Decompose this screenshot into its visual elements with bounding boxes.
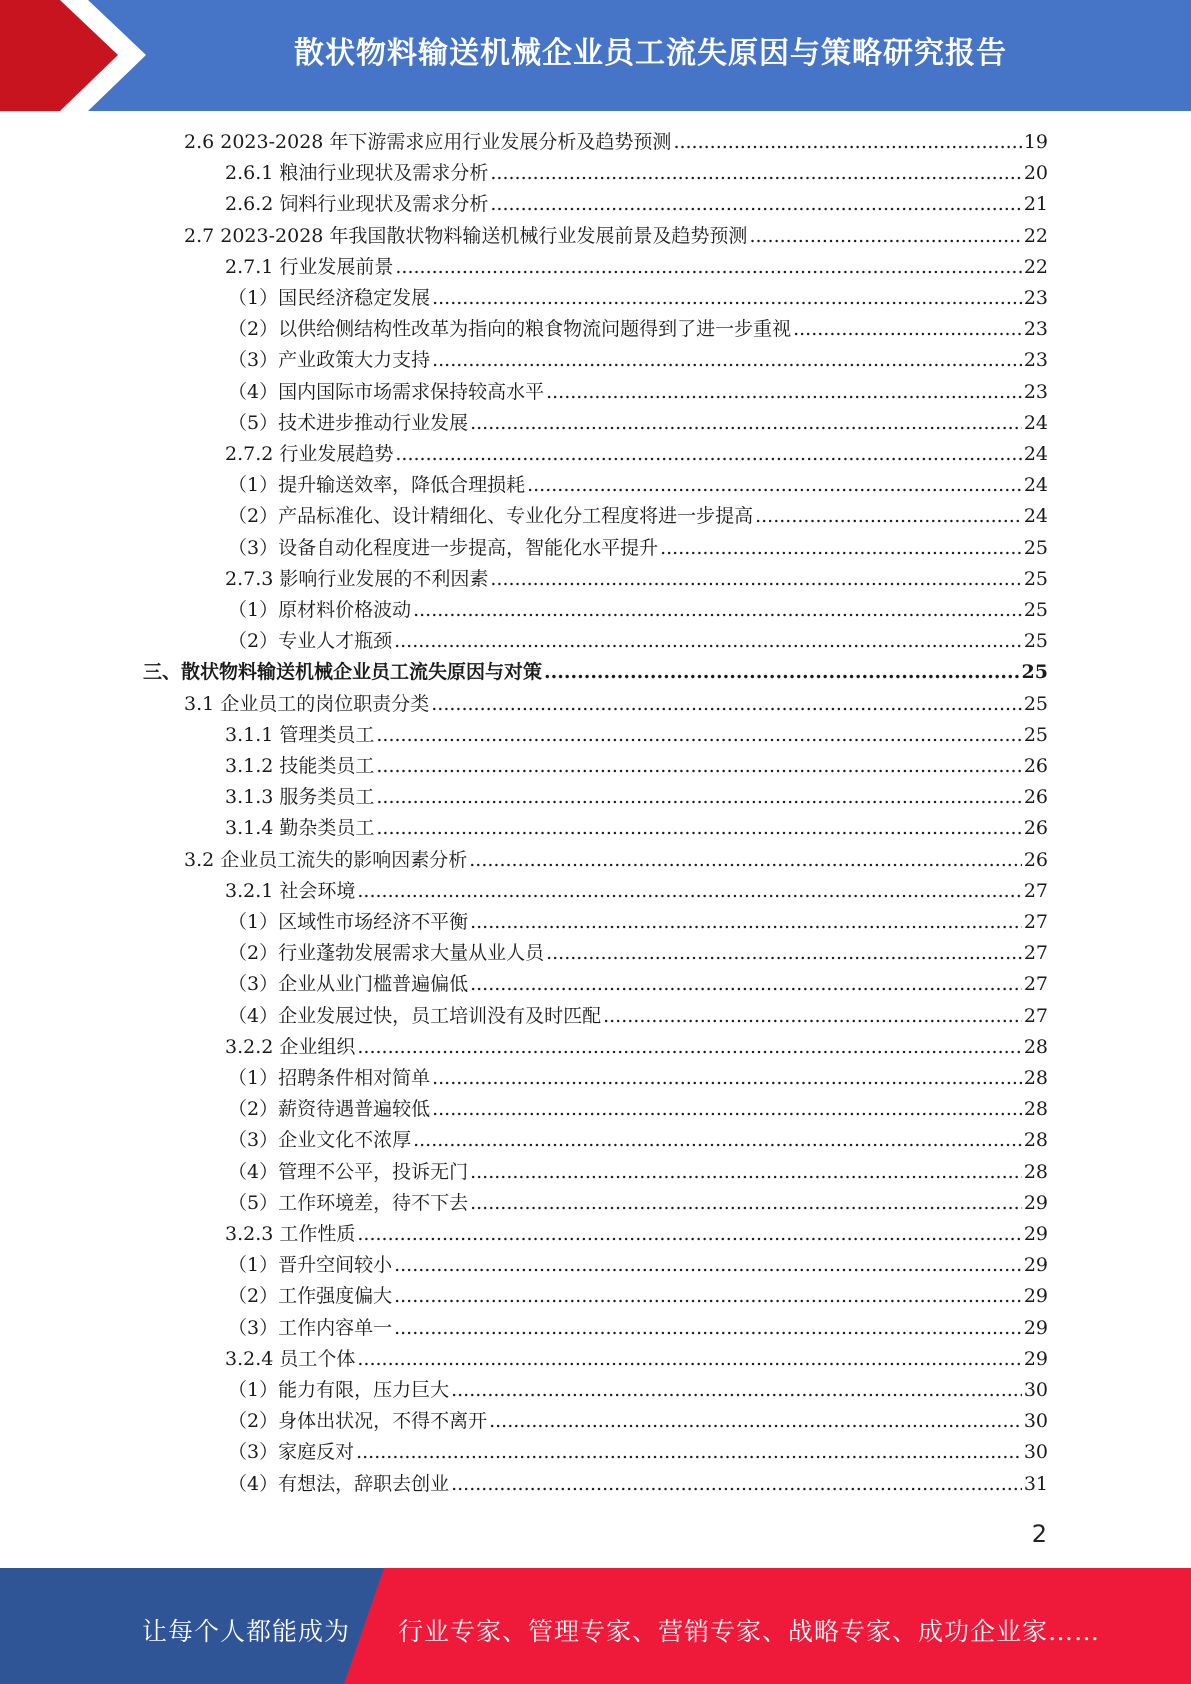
toc-entry[interactable] (225, 877, 1048, 905)
toc-entry-label: 3.1 企业员工的岗位职责分类 (184, 692, 430, 715)
toc-entry-label: 3.1.3 服务类员工 (225, 786, 375, 809)
toc-dot-leader (470, 1158, 1022, 1186)
toc-entry[interactable] (228, 1314, 1048, 1342)
toc-entry[interactable] (225, 1220, 1048, 1248)
toc-entry-page: 25 (1023, 723, 1048, 746)
toc-entry-page: 25 (1023, 536, 1048, 559)
toc-entry-page: 30 (1023, 1379, 1048, 1401)
toc-entry[interactable] (228, 1158, 1048, 1186)
toc-entry[interactable] (225, 814, 1048, 842)
toc-dot-leader (546, 939, 1022, 967)
toc-entry-label: 3.2 企业员工流失的影响因素分析 (184, 848, 468, 871)
toc-entry-page: 22 (1023, 255, 1048, 278)
toc-entry[interactable] (225, 783, 1048, 811)
toc-entry-page: 23 (1023, 380, 1048, 403)
toc-entry-label: 3.2.1 社会环境 (225, 879, 356, 902)
toc-entry-page: 29 (1023, 1191, 1048, 1214)
toc-dot-leader (394, 1314, 1022, 1342)
toc-dot-leader (470, 1189, 1022, 1217)
toc-entry[interactable] (228, 627, 1048, 655)
toc-entry-page: 24 (1023, 474, 1048, 497)
toc-dot-leader (357, 1220, 1021, 1248)
toc-entry-label: （1）原材料价格波动 (228, 599, 412, 621)
toc-entry[interactable] (228, 1251, 1048, 1279)
toc-entry-label: 2.6 2023-2028 年下游需求应用行业发展分析及趋势预测 (184, 131, 672, 153)
toc-entry-page: 25 (1023, 630, 1048, 653)
toc-entry-label: （4）国内国际市场需求保持较高水平 (228, 380, 545, 403)
toc-entry[interactable] (225, 721, 1048, 749)
toc-entry[interactable] (225, 1033, 1048, 1061)
toc-entry-label: （3）企业文化不浓厚 (228, 1129, 412, 1152)
toc-dot-leader (749, 222, 1021, 250)
toc-dot-leader (432, 346, 1022, 374)
toc-entry-page: 27 (1023, 1004, 1048, 1027)
toc-entry-page: 26 (1023, 786, 1048, 809)
toc-dot-leader (490, 159, 1021, 187)
toc-entry-label: （1）招聘条件相对简单 (228, 1067, 431, 1089)
toc-entry-label: 3.2.4 员工个体 (225, 1347, 356, 1370)
toc-entry-label: 2.7.2 行业发展趋势 (225, 443, 394, 465)
toc-entry-label: （4）企业发展过快，员工培训没有及时匹配 (228, 1004, 602, 1027)
toc-entry[interactable] (228, 409, 1048, 437)
toc-entry-label: （2）行业蓬勃发展需求大量从业人员 (228, 942, 545, 965)
toc-entry-page: 27 (1023, 942, 1048, 965)
toc-entry-page: 23 (1023, 287, 1048, 309)
toc-entry[interactable] (228, 315, 1048, 343)
toc-entry[interactable] (225, 159, 1048, 187)
toc-entry-label: （1）国民经济稳定发展 (228, 287, 431, 309)
toc-entry[interactable] (228, 908, 1048, 936)
toc-entry[interactable] (228, 378, 1048, 406)
toc-entry-label: （1）能力有限，压力巨大 (228, 1379, 450, 1401)
toc-entry-page: 29 (1023, 1316, 1048, 1339)
toc-entry[interactable] (225, 1345, 1048, 1373)
toc-entry-page: 27 (1023, 973, 1048, 996)
toc-entry-page: 29 (1023, 1285, 1048, 1308)
toc-entry[interactable] (225, 253, 1048, 281)
toc-entry-label: （2）薪资待遇普遍较低 (228, 1098, 431, 1121)
toc-entry[interactable] (228, 502, 1048, 530)
toc-dot-leader (432, 1064, 1022, 1092)
toc-entry[interactable] (228, 1095, 1048, 1123)
toc-entry[interactable] (228, 970, 1048, 998)
toc-entry[interactable] (228, 1407, 1048, 1435)
toc-dot-leader (603, 1002, 1022, 1030)
toc-entry-page: 24 (1023, 411, 1048, 434)
toc-entry-label: （3）家庭反对 (228, 1441, 355, 1464)
toc-dot-leader (395, 253, 1021, 281)
toc-entry-label: （4）有想法，辞职去创业 (228, 1472, 450, 1495)
toc-entry[interactable] (228, 1189, 1048, 1217)
toc-entry-label: （1）区域性市场经济不平衡 (228, 911, 469, 933)
toc-entry-page: 23 (1023, 349, 1048, 372)
toc-dot-leader (376, 814, 1021, 842)
toc-dot-leader (394, 1251, 1022, 1279)
toc-entry[interactable] (228, 1002, 1048, 1030)
toc-entry-page: 21 (1023, 193, 1048, 216)
toc-entry[interactable] (228, 1470, 1048, 1498)
toc-entry[interactable] (228, 1438, 1048, 1466)
toc-entry-page: 29 (1023, 1347, 1048, 1370)
toc-entry-page: 26 (1023, 817, 1048, 840)
toc-entry[interactable] (184, 690, 1048, 718)
toc-dot-leader (376, 721, 1021, 749)
toc-entry-label: 2.6.2 饲料行业现状及需求分析 (225, 193, 489, 216)
toc-entry-label: （2）产品标准化、设计精细化、专业化分工程度将进一步提高 (228, 505, 754, 528)
toc-entry-page: 31 (1023, 1472, 1048, 1495)
toc-entry[interactable] (225, 190, 1048, 218)
toc-dot-leader (490, 565, 1021, 593)
toc-dot-leader (376, 752, 1021, 780)
toc-entry[interactable] (228, 346, 1048, 374)
toc-dot-leader (470, 908, 1022, 936)
footer-slogan-left: 让每个人都能成为 (142, 1617, 351, 1646)
toc-entry-label: （1）提升输送效率，降低合理损耗 (228, 474, 526, 497)
toc-entry-page: 27 (1023, 879, 1048, 902)
toc-dot-leader (544, 658, 1020, 686)
toc-entry-label: 2.7.3 影响行业发展的不利因素 (225, 567, 489, 590)
toc-dot-leader (755, 502, 1022, 530)
toc-dot-leader (470, 970, 1022, 998)
toc-entry-label: 3.1.4 勤杂类员工 (225, 817, 375, 840)
toc-dot-leader (470, 409, 1022, 437)
toc-entry-page: 30 (1023, 1441, 1048, 1464)
toc-entry-page: 25 (1023, 692, 1048, 715)
toc-entry-page: 20 (1023, 162, 1048, 185)
toc-entry[interactable] (184, 846, 1048, 874)
toc-entry-page: 19 (1023, 131, 1048, 153)
toc-entry[interactable] (228, 1126, 1048, 1154)
toc-entry[interactable] (228, 471, 1048, 499)
toc-entry-page: 29 (1023, 1223, 1048, 1245)
toc-entry-page: 26 (1023, 755, 1048, 777)
toc-entry-label: 3.2.3 工作性质 (225, 1223, 356, 1245)
toc-dot-leader (413, 1126, 1022, 1154)
toc-dot-leader (413, 596, 1022, 624)
toc-entry[interactable] (184, 128, 1048, 156)
toc-entry-page: 29 (1023, 1254, 1048, 1277)
toc-entry-page: 27 (1023, 911, 1048, 933)
toc-entry-label: 2.7.1 行业发展前景 (225, 255, 394, 278)
toc-entry-label: （2）专业人才瓶颈 (228, 630, 393, 653)
toc-entry-label: （3）工作内容单一 (228, 1316, 393, 1339)
toc-entry-page: 28 (1023, 1160, 1048, 1183)
toc-entry-label: （2）以供给侧结构性改革为指向的粮食物流问题得到了进一步重视 (228, 318, 792, 341)
toc-entry-label: （4）管理不公平，投诉无门 (228, 1160, 469, 1183)
toc-dot-leader (793, 315, 1022, 343)
footer-slogan-right: 行业专家、管理专家、营销专家、战略专家、成功企业家…… (398, 1617, 1101, 1646)
toc-entry-label: （5）工作环境差，待不下去 (228, 1191, 469, 1214)
toc-entry-label: 3.2.2 企业组织 (225, 1035, 356, 1058)
toc-entry[interactable] (225, 440, 1048, 468)
page-footer (0, 1568, 1191, 1684)
toc-entry-label: 3.1.1 管理类员工 (225, 723, 375, 746)
toc-entry[interactable] (228, 1064, 1048, 1092)
toc-entry-page: 30 (1023, 1410, 1048, 1433)
toc-entry[interactable] (228, 596, 1048, 624)
toc-dot-leader (376, 783, 1021, 811)
toc-dot-leader (451, 1376, 1022, 1404)
toc-entry-page: 23 (1023, 318, 1048, 341)
toc-entry-label: （2）身体出状况，不得不离开 (228, 1410, 488, 1433)
toc-dot-leader (546, 378, 1022, 406)
toc-entry[interactable] (143, 658, 1048, 686)
toc-entry-page: 25 (1023, 567, 1048, 590)
toc-entry[interactable] (228, 284, 1048, 312)
toc-dot-leader (660, 534, 1022, 562)
toc-entry-page: 28 (1023, 1067, 1048, 1089)
toc-entry-label: 2.6.1 粮油行业现状及需求分析 (225, 162, 489, 185)
toc-entry[interactable] (225, 565, 1048, 593)
toc-dot-leader (394, 627, 1022, 655)
toc-entry-label: （3）产业政策大力支持 (228, 349, 431, 372)
toc-dot-leader (394, 1282, 1022, 1310)
toc-dot-leader (469, 846, 1022, 874)
page-number: 2 (1031, 1520, 1047, 1548)
toc-entry-label: （1）晋升空间较小 (228, 1254, 393, 1277)
toc-entry-page: 24 (1023, 505, 1048, 528)
toc-dot-leader (432, 284, 1022, 312)
toc-entry-label: 三、散状物料输送机械企业员工流失原因与对策 (143, 661, 543, 684)
toc-dot-leader (489, 1407, 1022, 1435)
toc-entry-label: （5）技术进步推动行业发展 (228, 411, 469, 434)
toc-entry[interactable] (228, 1282, 1048, 1310)
toc-entry-label: （3）设备自动化程度进一步提高，智能化水平提升 (228, 536, 659, 559)
toc-entry-label: 2.7 2023-2028 年我国散状物料输送机械行业发展前景及趋势预测 (184, 224, 748, 247)
toc-dot-leader (432, 1095, 1022, 1123)
toc-dot-leader (357, 1345, 1021, 1373)
report-title: 散状物料输送机械企业员工流失原因与策略研究报告 (294, 36, 1007, 71)
toc-entry-page: 26 (1023, 848, 1048, 871)
toc-entry[interactable] (228, 534, 1048, 562)
toc-entry-page: 24 (1023, 443, 1048, 465)
toc-entry[interactable] (228, 1376, 1048, 1404)
toc-entry-page: 28 (1023, 1035, 1048, 1058)
toc-dot-leader (357, 1033, 1021, 1061)
toc-dot-leader (490, 190, 1021, 218)
toc-entry-page: 25 (1021, 661, 1048, 684)
toc-entry-label: （3）企业从业门槛普遍偏低 (228, 973, 469, 996)
toc-entry-page: 28 (1023, 1098, 1048, 1121)
toc-entry-label: 3.1.2 技能类员工 (225, 755, 375, 777)
toc-entry-page: 22 (1023, 224, 1048, 247)
toc-dot-leader (356, 1438, 1022, 1466)
page-header (0, 0, 1191, 111)
toc-entry-page: 28 (1023, 1129, 1048, 1152)
toc-entry-page: 25 (1023, 599, 1048, 621)
toc-entry-label: （2）工作强度偏大 (228, 1285, 393, 1308)
toc-dot-leader (527, 471, 1022, 499)
toc-dot-leader (673, 128, 1021, 156)
toc-dot-leader (395, 440, 1021, 468)
toc-entry[interactable] (184, 222, 1048, 250)
toc-entry[interactable] (225, 752, 1048, 780)
toc-entry[interactable] (228, 939, 1048, 967)
toc-dot-leader (431, 690, 1022, 718)
toc-dot-leader (357, 877, 1021, 905)
toc-dot-leader (451, 1470, 1022, 1498)
